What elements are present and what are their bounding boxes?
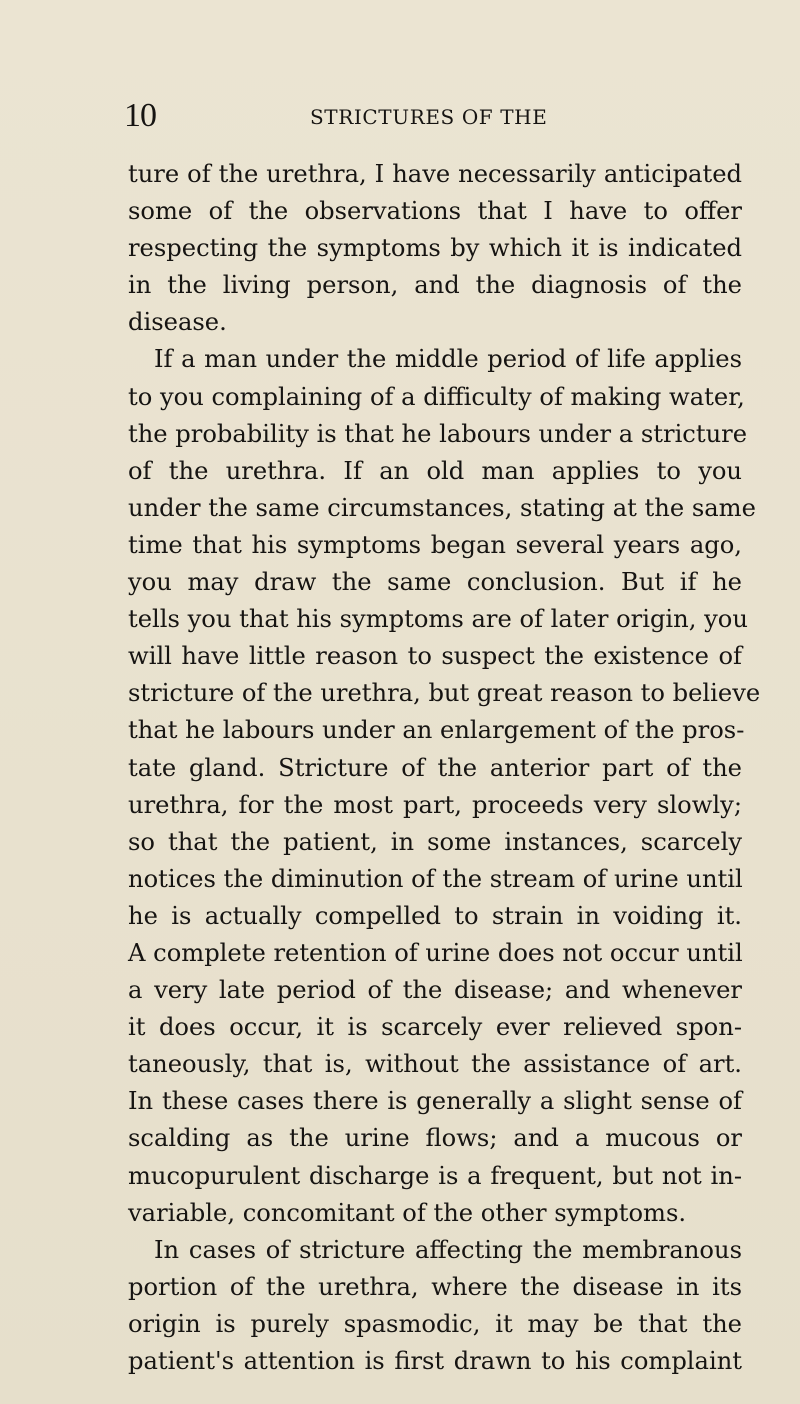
text-line: tells you that his symptoms are of later origin, you [128,605,748,634]
running-title: STRICTURES OF THE [310,105,548,129]
text-line: in the living person, and the diagnosis of the [128,271,742,300]
text-line: to you complaining of a difficulty of making water, [128,382,745,411]
text-line: patient's attention is first drawn to his complaint [128,1347,742,1375]
text-line: scalding as the urine flows; and a mucous or [128,1124,742,1153]
text-line: If a man under the middle period of life applies [154,345,742,374]
text-line: ture of the urethra, I have necessarily anticipated [128,160,742,188]
text-line: In these cases there is generally a slight sense of [128,1087,742,1116]
text-line: mucopurulent discharge is a frequent, but not in- [128,1161,742,1190]
text-line: so that the patient, in some instances, scarcely [128,827,742,856]
text-line: tate gland. Stricture of the anterior part of the [128,753,742,782]
text-line: respecting the symptoms by which it is indicated [128,234,742,263]
text-line: a very late period of the disease; and whenever [128,976,742,1005]
text-line: A complete retention of urine does not occur until [128,938,743,967]
text-line: of the urethra. If an old man applies to you [128,456,742,485]
text-line: notices the diminution of the stream of urine until [128,864,743,893]
text-line: it does occur, it is scarcely ever relieved spon- [128,1013,742,1042]
text-line: time that his symptoms began several years ago, [128,530,742,559]
text-line: he is actually compelled to strain in voiding it. [128,901,742,930]
text-line: In cases of stricture affecting the membranous [154,1235,742,1264]
text-line: you may draw the same conclusion. But if he [128,568,742,597]
text-line: the probability is that he labours under a stricture [128,419,748,448]
running-head [124,96,744,136]
text-line: taneously, that is, without the assistance of art. [128,1050,742,1079]
text-line: portion of the urethra, where the disease in its [128,1272,742,1301]
text-line: that he labours under an enlargement of the pros- [128,716,745,745]
text-line: stricture of the urethra, but great reason to believe [128,679,761,708]
text-line: origin is purely spasmodic, it may be that the [128,1309,742,1338]
page-number: 10 [124,97,156,134]
text-line: urethra, for the most part, proceeds very slowly; [128,790,742,819]
text-line: will have little reason to suspect the existence of [128,642,742,671]
text-line: disease. [128,308,227,337]
text-line: variable, concomitant of the other symptoms. [128,1198,687,1227]
text-line: under the same circumstances, stating at the same [128,493,756,522]
body-text [128,156,761,1380]
text-line: some of the observations that I have to offer [128,197,742,226]
